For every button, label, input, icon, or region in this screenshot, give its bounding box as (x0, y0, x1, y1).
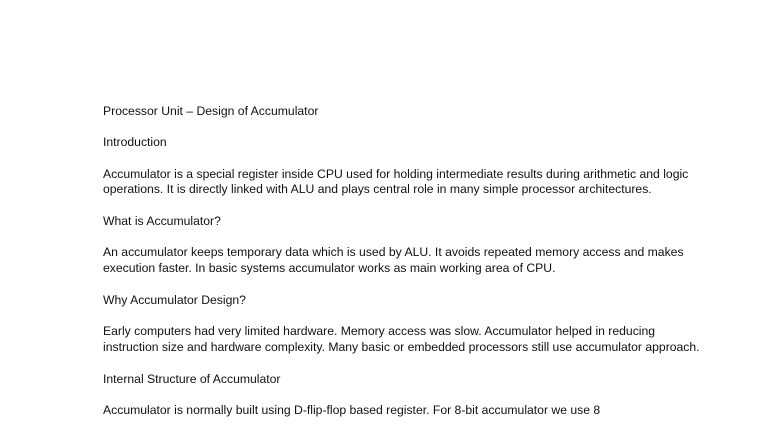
section-heading-what-is-accumulator: What is Accumulator? (103, 214, 221, 229)
paragraph-what-is-accumulator: An accumulator keeps temporary data which is used by ALU. It avoids repeated memory access and makes execution faster. In basic systems accumulator works as main working area of CPU. (103, 245, 684, 276)
paragraph-internal-structure: Accumulator is normally built using D-flip-flop based register. For 8-bit accumulator we use 8 (103, 403, 601, 418)
section-heading-internal-structure: Internal Structure of Accumulator (103, 371, 281, 386)
document-title: Processor Unit – Design of Accumulator (103, 104, 319, 118)
section-heading-introduction: Introduction (103, 135, 167, 150)
paragraph-why-accumulator-design: Early computers had very limited hardware. Memory access was slow. Accumulator helped in reducing instruction size and hardware complexity. Many basic or embedded processors still use accumulator approach. (103, 324, 700, 355)
section-heading-why-accumulator-design: Why Accumulator Design? (103, 293, 246, 308)
document-body (103, 104, 703, 435)
paragraph-introduction: Accumulator is a special register inside CPU used for holding intermediate results during arithmetic and logic operations. It is directly linked with ALU and plays central role in many simple processor architectures. (103, 166, 689, 197)
